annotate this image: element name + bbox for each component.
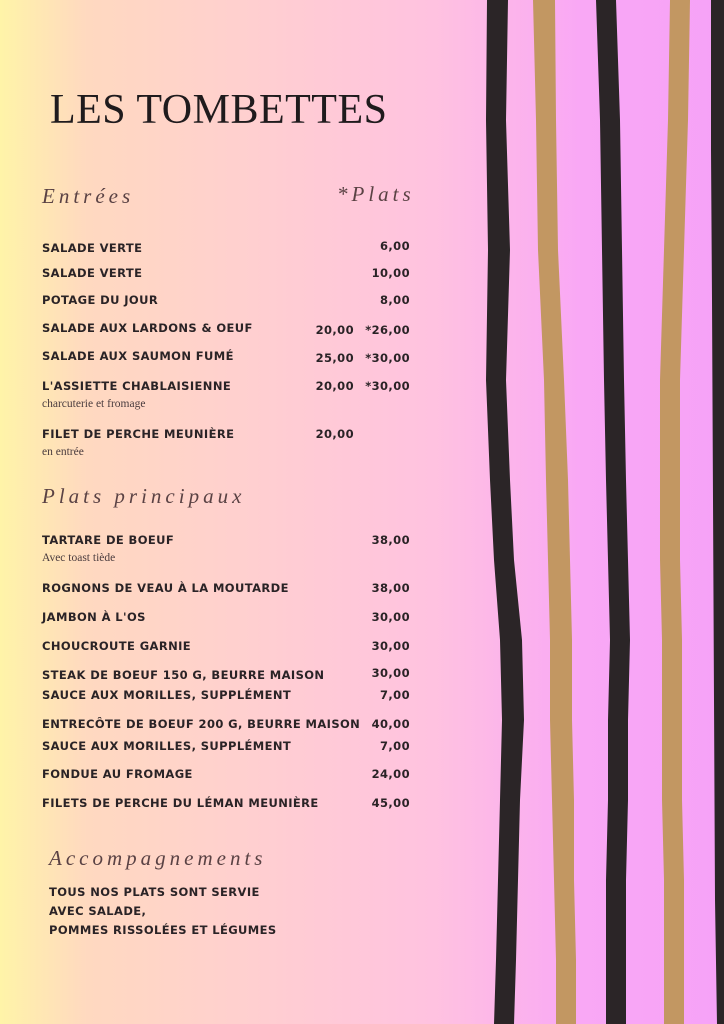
- menu-item-note: charcuterie et fromage: [42, 398, 146, 410]
- menu-item-plat-price: 10,00: [371, 266, 410, 280]
- menu-item-name: SALADE VERTE: [42, 266, 143, 280]
- dark-stripe-3: [711, 0, 724, 1024]
- accompagnements-line: AVEC SALADE,: [49, 904, 147, 918]
- menu-item-name: JAMBON À L'OS: [42, 610, 146, 624]
- menu-item-name: STEAK DE BOEUF 150 G, BEURRE MAISON: [42, 668, 325, 682]
- dark-stripe-1: [486, 0, 524, 1024]
- menu-item-price: 45,00: [371, 796, 410, 810]
- menu-item-plat-price: *30,00: [365, 379, 410, 393]
- menu-item-name: ROGNONS DE VEAU À LA MOUTARDE: [42, 581, 289, 595]
- menu-item-name: CHOUCROUTE GARNIE: [42, 639, 192, 653]
- menu-item-entree-price: 20,00: [315, 379, 354, 393]
- menu-item-name: SAUCE AUX MORILLES, SUPPLÉMENT: [42, 739, 292, 753]
- menu-item-price: 30,00: [371, 639, 410, 653]
- section-title-entrees: Entrées: [42, 184, 135, 208]
- section-title-accompagnements: Accompagnements: [49, 846, 267, 870]
- section-title-plats: *Plats: [337, 182, 415, 206]
- accompagnements-text: [49, 883, 277, 940]
- menu-item-name: SAUCE AUX MORILLES, SUPPLÉMENT: [42, 688, 292, 702]
- menu-item-name: FILETS DE PERCHE DU LÉMAN MEUNIÈRE: [42, 796, 319, 810]
- menu-item-price: 30,00: [371, 610, 410, 624]
- restaurant-name: LES TOMBETTES: [50, 87, 388, 133]
- menu-item-name: TARTARE DE BOEUF: [42, 533, 175, 547]
- menu-item-note: en entrée: [42, 446, 84, 458]
- dark-stripe-2: [596, 0, 630, 1024]
- menu-item-entree-price: 25,00: [315, 351, 354, 365]
- menu-item-entree-price: 20,00: [315, 323, 354, 337]
- menu-item-plat-price: 8,00: [380, 293, 410, 307]
- accompagnements-line: POMMES RISSOLÉES ET LÉGUMES: [49, 923, 277, 937]
- menu-item-note: Avec toast tiède: [42, 552, 116, 564]
- menu-item-price: 30,00: [371, 666, 410, 680]
- accompagnements-line: TOUS NOS PLATS SONT SERVIE: [49, 885, 260, 899]
- menu-item-name: FILET DE PERCHE MEUNIÈRE: [42, 427, 235, 441]
- menu-item-plat-price: *30,00: [365, 351, 410, 365]
- menu-item-price: 7,00: [380, 739, 410, 753]
- menu-item-price: 7,00: [380, 688, 410, 702]
- menu-item-plat-price: *26,00: [365, 323, 410, 337]
- menu-item-name: SALADE AUX LARDONS & OEUF: [42, 321, 253, 335]
- menu-item-name: L'ASSIETTE CHABLAISIENNE: [42, 379, 232, 393]
- menu-item-entree-price: 20,00: [315, 427, 354, 441]
- menu-item-price: 24,00: [371, 767, 410, 781]
- menu-item-price: 38,00: [371, 533, 410, 547]
- menu-item-plat-price: 6,00: [380, 239, 410, 253]
- menu-item-name: ENTRECÔTE DE BOEUF 200 G, BEURRE MAISON: [42, 717, 361, 731]
- menu-item-price: 38,00: [371, 581, 410, 595]
- section-title-plats-principaux: Plats principaux: [42, 484, 246, 508]
- tan-stripe-1: [533, 0, 576, 1024]
- menu-item-name: POTAGE DU JOUR: [42, 293, 159, 307]
- menu-item-name: SALADE AUX SAUMON FUMÉ: [42, 349, 234, 363]
- tan-stripe-2: [660, 0, 690, 1024]
- menu-item-name: SALADE VERTE: [42, 241, 143, 255]
- menu-item-name: FONDUE AU FROMAGE: [42, 767, 193, 781]
- menu-item-price: 40,00: [371, 717, 410, 731]
